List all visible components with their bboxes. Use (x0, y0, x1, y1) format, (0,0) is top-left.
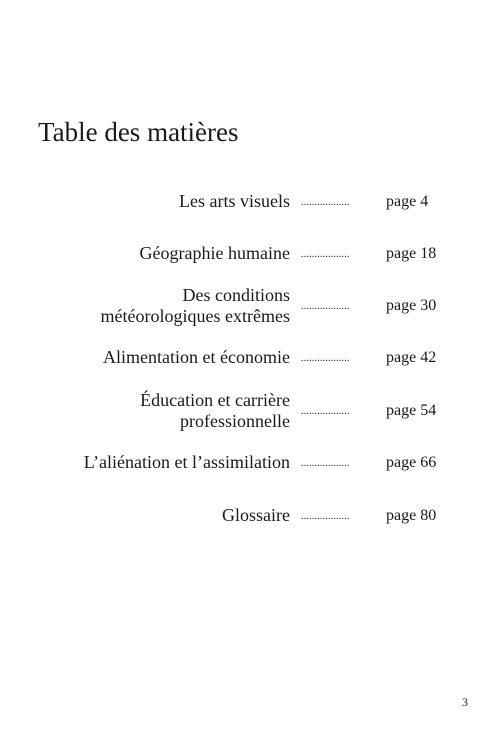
toc-entry-alienation-assimilation[interactable] (0, 451, 501, 475)
toc-page-ref: page 4 (386, 193, 429, 210)
toc-page-ref: page 66 (386, 454, 437, 471)
toc-leader-dots: .................. (301, 511, 350, 522)
toc-entry-alimentation-economie[interactable] (0, 346, 501, 370)
toc-page-ref: page 54 (386, 402, 437, 419)
toc-entry-title-line: L’aliénation et l’assimilation (83, 452, 290, 472)
toc-entry-title (140, 390, 290, 432)
toc-entry-title-line: Les arts visuels (179, 191, 290, 211)
toc-entry-education-carriere[interactable] (0, 389, 501, 433)
toc-entry-title (222, 505, 290, 526)
toc-page-ref: page 18 (386, 245, 437, 262)
page-title: Table des matières (38, 117, 239, 147)
toc-leader-dots: .................. (301, 353, 350, 364)
toc-leader-dots: .................. (301, 301, 350, 312)
toc-page-ref: page 42 (386, 349, 437, 366)
toc-leader-dots: .................. (301, 249, 350, 260)
toc-entry-title (101, 285, 290, 327)
toc-entry-title-line: Éducation et carrière (140, 390, 290, 410)
toc-leader-dots: .................. (301, 197, 350, 208)
toc-leader-dots: .................. (301, 458, 350, 469)
toc-leader-dots: .................. (301, 406, 350, 417)
page-number: 3 (462, 695, 468, 709)
toc-entry-title (103, 347, 290, 368)
toc-page-ref: page 30 (386, 297, 437, 314)
toc-entry-title-line: Géographie humaine (139, 243, 290, 263)
toc-entry-title-line: professionnelle (180, 411, 290, 431)
toc-entry-conditions-meteorologiques[interactable] (0, 284, 501, 328)
toc-entry-title (179, 191, 290, 212)
toc-entry-glossaire[interactable] (0, 504, 501, 528)
toc-page-ref: page 80 (386, 507, 437, 524)
toc-entry-title-line: Glossaire (222, 505, 290, 525)
toc-entry-title (84, 452, 290, 473)
toc-entry-arts-visuels[interactable] (0, 190, 501, 214)
toc-entry-title (140, 243, 290, 264)
toc-entry-title-line: Alimentation et économie (103, 347, 290, 367)
toc-entry-geographie-humaine[interactable] (0, 242, 501, 266)
toc-entry-title-line: Des conditions (182, 285, 290, 305)
toc-entry-title-line: météorologiques extrêmes (100, 306, 290, 326)
